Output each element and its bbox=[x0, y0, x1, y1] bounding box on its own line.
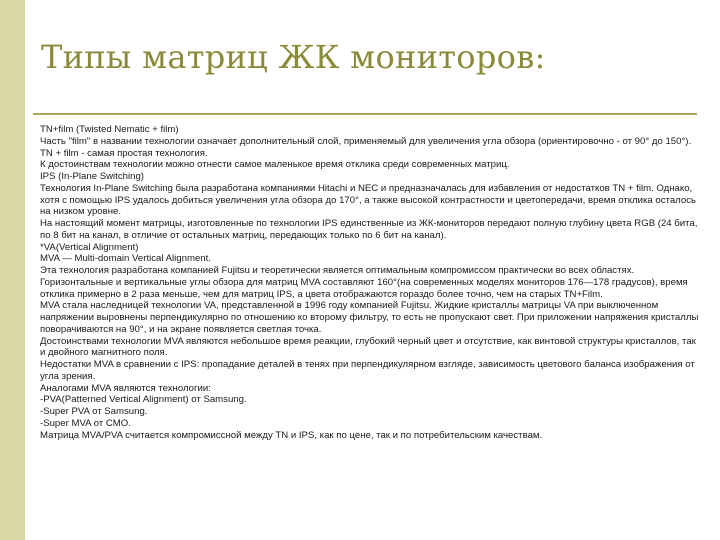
body-line: *VA(Vertical Alignment) bbox=[40, 241, 139, 253]
body-line: На настоящий момент матрицы, изготовленные по технологии IPS единственные из ЖК-мониторов передают полную глубину цвета RGB (24 бита, по 8 бит на канал, в отличие от остальных матриц, передающих только по 6 бит на канал). bbox=[40, 218, 698, 241]
body-line: Часть "film" в названии технологии означает дополнительный слой, применяемый для увеличения угла обзора (ориентировочно - от 90° до 150°). TN + film - самая простая технология. bbox=[40, 135, 692, 159]
body-line: Недостатки MVA в сравнении с IPS: пропадание деталей в тенях при перпендикулярном взгляде, зависимость цветового баланса изображения от угла зрения. bbox=[40, 359, 695, 382]
body-line: IPS (In-Plane Switching) bbox=[40, 171, 144, 182]
body-line: -Super MVA от CMO. bbox=[40, 417, 131, 429]
slide-body bbox=[40, 124, 700, 441]
body-line: Технология In-Plane Switching была разработана компаниями Hitachi и NEC и предназначалась для избавления от недостатков TN + film. Однако, хотя с помощью IPS удалось добиться увеличения угла обзора до 170°, а также высокой контрастности и цветопередачи, время отклика осталось на низком уровне. bbox=[40, 182, 697, 218]
body-line: Достоинствами технологии MVA являются небольшое время реакции, глубокий черный цвет и отсутствие, как винтовой структуры кристаллов, так и двойного магнитного поля. bbox=[40, 335, 696, 359]
body-line: Матрица MVA/PVA считается компромиссной между TN и IPS, как по цене, так и по потребительским качествам. bbox=[40, 429, 543, 441]
body-line: К достоинствам технологии можно отнести самое маленькое время отклика среди современных матриц. bbox=[40, 159, 510, 171]
slide-title: Типы матриц ЖК мониторов: bbox=[41, 38, 546, 76]
body-line: Эта технология разработана компанией Fujitsu и теоретически является оптимальным компромиссом практически во всех областях. Горизонтальные и вертикальные углы обзора для матриц MVA составляют 160°(на современных моделях мониторов 176—178 градусов), время отклика примерно в 2 раза меньше, чем для матриц IPS, а цвета отображаются гораздо более точно, чем на старых TN+Film. bbox=[40, 265, 688, 300]
slide bbox=[25, 0, 720, 540]
body-line: MVA — Multi-domain Vertical Alignment. bbox=[40, 253, 211, 265]
body-line: -PVA(Patterned Vertical Alignment) от Samsung. bbox=[40, 394, 247, 406]
body-line: TN+film (Twisted Nematic + film) bbox=[40, 124, 179, 135]
body-line: Аналогами MVA являются технологии: bbox=[40, 382, 211, 394]
left-accent-bar bbox=[0, 0, 25, 540]
body-line: MVA стала наследницей технологии VA, представленной в 1996 году компанией Fujitsu. Жидкие кристаллы матрицы VA при выключенном напряжении выровнены перпендикулярно по отношению ко второму фильтру, то есть не пропускают свет. При приложении напряжения кристаллы поворачиваются на 90°, и на экране появляется светлая точка. bbox=[40, 300, 699, 335]
title-divider bbox=[33, 113, 697, 115]
body-line: -Super PVA от Samsung. bbox=[40, 406, 148, 417]
